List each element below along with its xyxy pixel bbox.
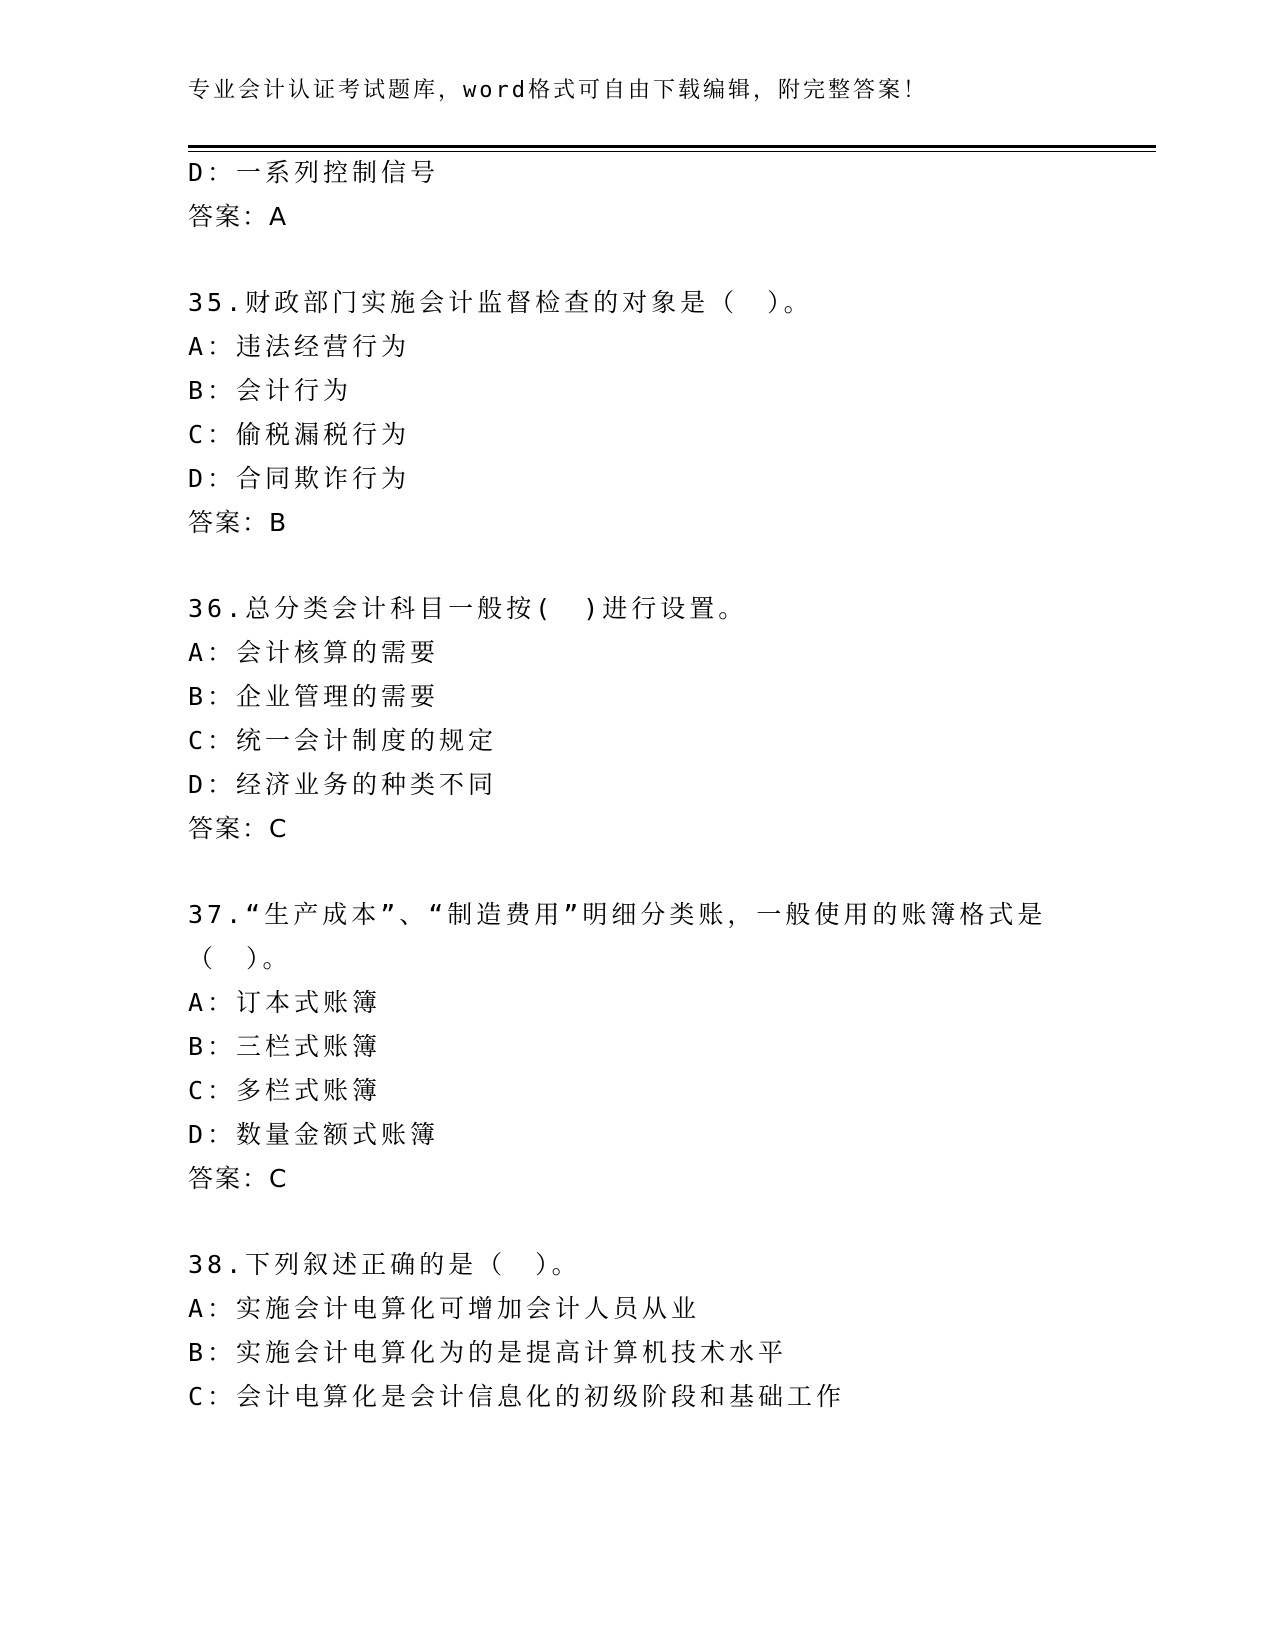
option-b: B：企业管理的需要: [188, 682, 440, 711]
option-c: C：会计电算化是会计信息化的初级阶段和基础工作: [188, 1382, 846, 1411]
question-stem: 35.财政部门实施会计监督检查的对象是（ ）。: [188, 288, 813, 317]
option-a: A：订本式账簿: [188, 988, 382, 1017]
answer: 答案：B: [188, 508, 289, 537]
option-a: A：违法经营行为: [188, 332, 411, 361]
option-d: D：合同欺诈行为: [188, 464, 411, 493]
question-stem: 36.总分类会计科目一般按( )进行设置。: [188, 594, 748, 623]
answer: 答案：C: [188, 1164, 289, 1193]
question-stem-continued: （ ）。: [188, 944, 292, 973]
option-c: C：多栏式账簿: [188, 1076, 382, 1105]
option-d: D：数量金额式账簿: [188, 1120, 440, 1149]
answer: 答案：A: [188, 202, 289, 231]
question-stem: 37.“生产成本”、“制造费用”明细分类账，一般使用的账簿格式是: [188, 900, 1047, 929]
option-a: A：实施会计电算化可增加会计人员从业: [188, 1294, 701, 1323]
option-c: C：偷税漏税行为: [188, 420, 411, 449]
page-header: 专业会计认证考试题库，word格式可自由下载编辑，附完整答案！: [188, 78, 928, 103]
option-b: B：实施会计电算化为的是提高计算机技术水平: [188, 1338, 788, 1367]
option-b: B：三栏式账簿: [188, 1032, 382, 1061]
option-a: A：会计核算的需要: [188, 638, 440, 667]
header-rule-thick: [188, 145, 1156, 148]
question-stem: 38.下列叙述正确的是（ ）。: [188, 1250, 581, 1279]
option-c: C：统一会计制度的规定: [188, 726, 498, 755]
option-d: D：经济业务的种类不同: [188, 770, 498, 799]
answer: 答案：C: [188, 814, 289, 843]
option-b: B：会计行为: [188, 376, 353, 405]
header-rule-thin: [188, 151, 1156, 152]
option-d: D：一系列控制信号: [188, 158, 440, 187]
